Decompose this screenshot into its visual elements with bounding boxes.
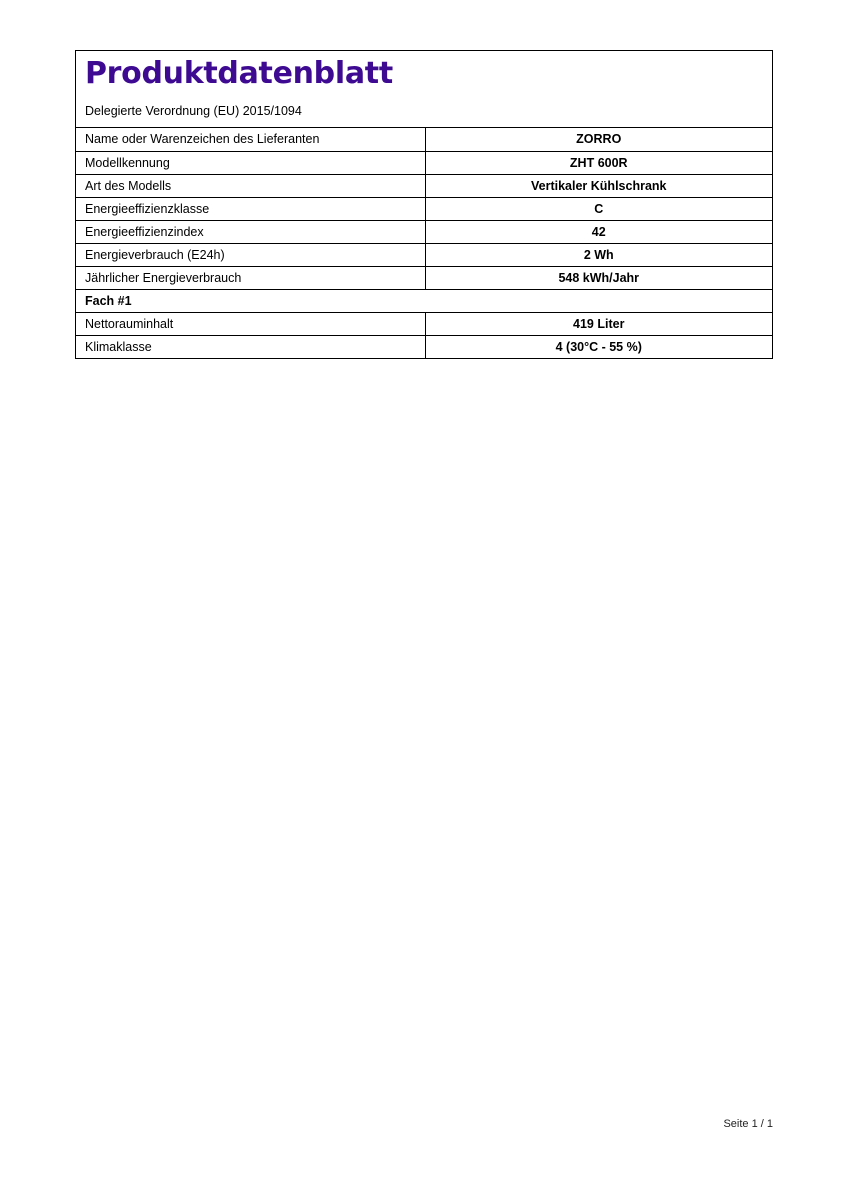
section-title-compartment: Fach #1 bbox=[76, 289, 772, 312]
row-value-supplier: ZORRO bbox=[576, 132, 622, 147]
table-row bbox=[76, 174, 772, 197]
row-value-annual-energy: 548 kWh/Jahr bbox=[425, 266, 772, 289]
row-label-efficiency-index: Energieeffizienzindex bbox=[76, 220, 425, 243]
table-row bbox=[76, 128, 772, 151]
row-label-energy-24h: Energieverbrauch (E24h) bbox=[76, 243, 425, 266]
page-title: Produktdatenblatt bbox=[85, 56, 393, 91]
row-label-climate-class: Klimaklasse bbox=[76, 335, 425, 358]
sheet-header bbox=[76, 51, 772, 128]
table-row bbox=[76, 266, 772, 289]
table-row bbox=[76, 197, 772, 220]
row-value-efficiency-index: 42 bbox=[425, 220, 772, 243]
row-value-model-type: Vertikaler Kühlschrank bbox=[425, 174, 772, 197]
page-number: Seite 1 / 1 bbox=[723, 1118, 773, 1130]
regulation-subtitle: Delegierte Verordnung (EU) 2015/1094 bbox=[85, 104, 302, 118]
row-value-net-volume: 419 Liter bbox=[425, 312, 772, 335]
row-value-energy-24h: 2 Wh bbox=[425, 243, 772, 266]
table-row bbox=[76, 243, 772, 266]
row-value-climate-class: 4 (30°C - 55 %) bbox=[425, 335, 772, 358]
row-label-annual-energy: Jährlicher Energieverbrauch bbox=[76, 266, 425, 289]
product-data-sheet bbox=[75, 50, 773, 359]
row-value-efficiency-class: C bbox=[425, 197, 772, 220]
row-label-efficiency-class: Energieeffizienzklasse bbox=[76, 197, 425, 220]
row-label-model-id: Modellkennung bbox=[76, 151, 425, 174]
row-value-model-id: ZHT 600R bbox=[425, 151, 772, 174]
row-label-supplier: Name oder Warenzeichen des Lieferanten bbox=[76, 128, 425, 151]
table-row bbox=[76, 220, 772, 243]
row-label-net-volume: Nettorauminhalt bbox=[76, 312, 425, 335]
table-row bbox=[76, 335, 772, 358]
row-label-model-type: Art des Modells bbox=[76, 174, 425, 197]
table-row bbox=[76, 312, 772, 335]
table-row bbox=[76, 151, 772, 174]
section-row bbox=[76, 289, 772, 312]
product-data-table bbox=[76, 128, 772, 358]
